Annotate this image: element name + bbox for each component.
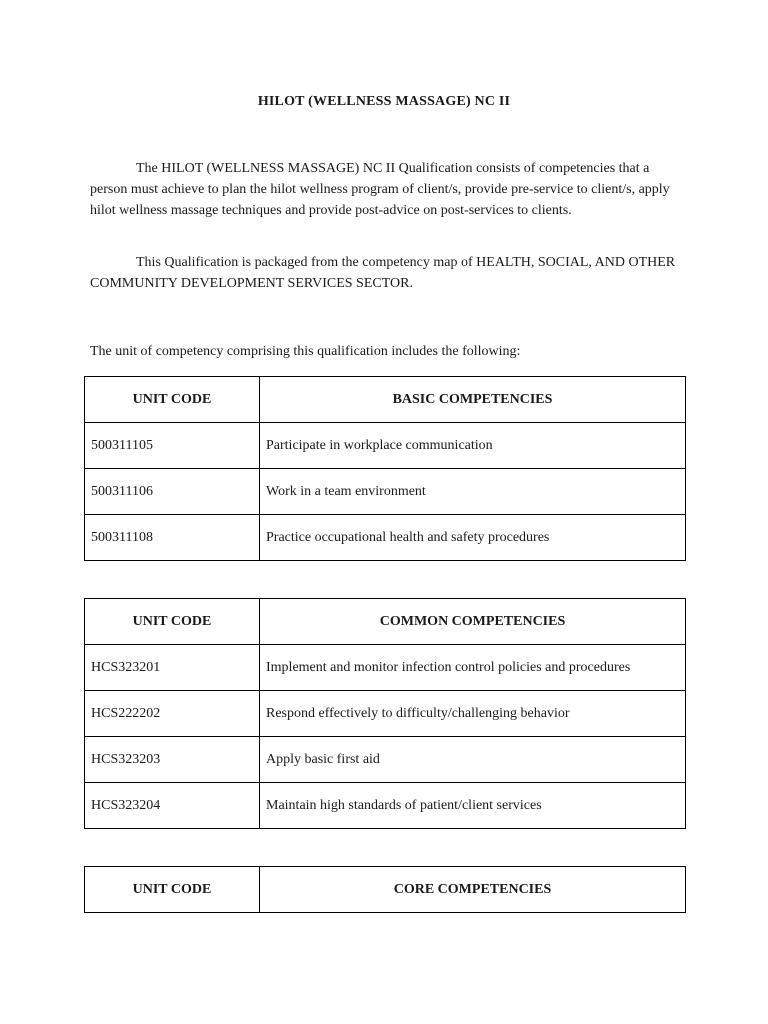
competency-title-cell: Work in a team environment: [260, 469, 686, 515]
sector-paragraph: [90, 253, 690, 295]
core-competencies-header: CORE COMPETENCIES: [260, 867, 686, 913]
units-intro-paragraph: The unit of competency comprising this qualification includes the following:: [90, 344, 521, 359]
table-row: [85, 469, 686, 515]
table-row: [85, 691, 686, 737]
competency-title-cell: Practice occupational health and safety procedures: [260, 515, 686, 561]
intro-paragraph: [90, 159, 690, 221]
core-competencies-table: [84, 866, 686, 913]
competency-title-cell: Apply basic first aid: [260, 737, 686, 783]
sector-paragraph-text: This Qualification is packaged from the competency map of HEALTH, SOCIAL, AND OTHER COMMUNITY DEVELOPMENT SERVICES SECTOR.: [90, 255, 676, 291]
competency-title-cell: Maintain high standards of patient/client services: [260, 783, 686, 829]
unit-code-cell: HCS323203: [85, 737, 260, 783]
table-row: [85, 737, 686, 783]
common-competencies-body: [85, 645, 686, 829]
unit-code-cell: 500311108: [85, 515, 260, 561]
basic-competencies-table: [84, 376, 686, 561]
table-row: [85, 515, 686, 561]
common-competencies-header: COMMON COMPETENCIES: [260, 599, 686, 645]
unit-code-cell: HCS323204: [85, 783, 260, 829]
competency-title-cell: Respond effectively to difficulty/challenging behavior: [260, 691, 686, 737]
unit-code-header: UNIT CODE: [85, 599, 260, 645]
table-row: [85, 423, 686, 469]
unit-code-header: UNIT CODE: [85, 867, 260, 913]
unit-code-cell: 500311106: [85, 469, 260, 515]
unit-code-cell: HCS222202: [85, 691, 260, 737]
table-header-row: [85, 377, 686, 423]
intro-paragraph-text: The HILOT (WELLNESS MASSAGE) NC II Qualification consists of competencies that a person must achieve to plan the hilot wellness program of client/s, provide pre-service to client/s, apply hilot wellness massage techniques and provide post-advice on post-services to clients.: [90, 161, 670, 218]
basic-competencies-header: BASIC COMPETENCIES: [260, 377, 686, 423]
table-row: [85, 783, 686, 829]
common-competencies-table: [84, 598, 686, 829]
competency-title-cell: Participate in workplace communication: [260, 423, 686, 469]
table-header-row: [85, 867, 686, 913]
unit-code-cell: 500311105: [85, 423, 260, 469]
competency-title-cell: Implement and monitor infection control policies and procedures: [260, 645, 686, 691]
unit-code-cell: HCS323201: [85, 645, 260, 691]
unit-code-header: UNIT CODE: [85, 377, 260, 423]
table-header-row: [85, 599, 686, 645]
basic-competencies-body: [85, 423, 686, 561]
document-title: HILOT (WELLNESS MASSAGE) NC II: [257, 94, 511, 109]
table-row: [85, 645, 686, 691]
